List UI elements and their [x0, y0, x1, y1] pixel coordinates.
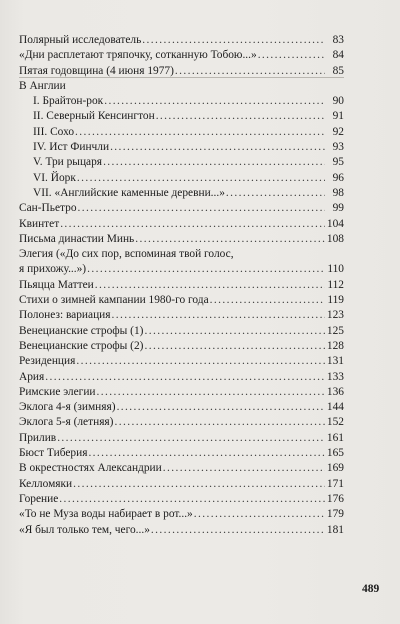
toc-page-number: 169: [326, 462, 344, 475]
leader-dots: [103, 155, 325, 170]
toc-page-number: 93: [332, 141, 344, 154]
leader-dots: [135, 232, 325, 247]
toc-title: Пьяцца Маттеи: [19, 278, 94, 291]
leader-dots: [194, 507, 325, 522]
toc-page-number: 133: [326, 370, 344, 383]
toc-title: II. Северный Кенсингтон: [33, 110, 155, 123]
toc-entry: [19, 217, 344, 232]
toc-page-number: 128: [326, 339, 344, 352]
toc-title: III. Сохо: [33, 125, 75, 138]
toc-page-number: 85: [332, 64, 344, 77]
leader-dots: [226, 186, 325, 201]
toc-entry: [19, 186, 344, 201]
toc-page-number: 108: [326, 232, 344, 245]
toc-title: Прилив: [19, 431, 57, 444]
toc-title: Бюст Тиберия: [19, 447, 88, 460]
toc-title: Полярный исследователь: [19, 34, 142, 46]
leader-dots: [45, 370, 325, 385]
toc-entry: [19, 94, 344, 109]
leader-dots: [88, 446, 325, 461]
leader-dots: [78, 201, 325, 216]
toc-title: Эклога 4-я (зимняя): [19, 401, 116, 414]
leader-dots: [77, 171, 325, 186]
toc-entry: [19, 385, 344, 400]
leader-dots: [59, 492, 325, 507]
leader-dots: [75, 125, 325, 140]
toc-title: В Англии: [19, 79, 66, 92]
leader-dots: [57, 431, 325, 446]
leader-dots: [151, 523, 325, 538]
page-number: 489: [362, 583, 380, 595]
toc-title: I. Брайтон-рок: [33, 95, 104, 108]
leader-dots: [144, 339, 325, 354]
toc-title: Полонез: вариация: [19, 309, 111, 322]
toc-title: VII. «Английские каменные деревни...»: [33, 186, 225, 199]
toc-page-number: 131: [326, 355, 344, 368]
toc-title: Римские элегии: [19, 385, 96, 398]
toc-page-number: 165: [326, 447, 344, 460]
toc-title: Резиденция: [19, 355, 76, 368]
toc-title-continuation: я прихожу...»): [19, 263, 87, 276]
toc-page-number: 161: [326, 431, 344, 444]
toc-entry: [19, 461, 344, 476]
toc-title: «Я был только тем, чего...»: [19, 523, 150, 536]
leader-dots: [112, 308, 325, 323]
entry-rule: [19, 77, 344, 78]
toc-entry: [19, 247, 344, 278]
toc-entry: [19, 278, 344, 293]
toc-page-number: 125: [326, 324, 344, 337]
toc-entry: [19, 507, 344, 522]
toc-entry: [19, 308, 344, 323]
toc-entry: [19, 354, 344, 369]
toc-page-number: 84: [332, 49, 344, 62]
toc-title: Ария: [19, 370, 45, 383]
toc-page-number: 98: [332, 186, 344, 199]
toc-page-number: 119: [327, 294, 344, 307]
toc-title: Венецианские строфы (2): [19, 339, 144, 352]
toc-page-number: 90: [332, 95, 344, 108]
leader-dots: [76, 354, 325, 369]
leader-dots: [60, 217, 325, 232]
toc-entry: [19, 140, 344, 155]
toc-title: Пятая годовщина (4 июня 1977): [19, 64, 174, 77]
toc-page-number: 99: [332, 202, 344, 215]
toc-title: IV. Ист Финчли: [33, 141, 110, 154]
toc-entry: [19, 492, 344, 507]
toc-entry: [19, 400, 344, 415]
toc-title: Венецианские строфы (1): [19, 324, 144, 337]
leader-dots: [110, 140, 325, 155]
toc-page-number: 123: [326, 309, 344, 322]
toc-page-number: 92: [332, 125, 344, 138]
leader-dots: [114, 415, 325, 430]
toc-page-number: 96: [332, 171, 344, 184]
toc-entry: [19, 201, 344, 216]
leader-dots: [144, 324, 325, 339]
toc-title: Квинтет: [19, 217, 60, 230]
toc-page-number: 95: [332, 156, 344, 169]
toc-title: Келломяки: [19, 477, 73, 490]
table-of-contents: [19, 33, 344, 538]
toc-section-heading: [19, 79, 344, 94]
toc-entry: [19, 339, 344, 354]
leader-dots: [156, 109, 325, 124]
leader-dots: [210, 293, 325, 308]
toc-entry: [19, 232, 344, 247]
toc-entry: [19, 125, 344, 140]
toc-title: Письма династии Минь: [19, 232, 135, 245]
toc-page-number: 181: [326, 523, 344, 536]
toc-page-number: 176: [326, 492, 344, 505]
toc-page-number: 179: [326, 508, 344, 521]
toc-entry: [19, 155, 344, 170]
toc-page-number: 136: [326, 385, 344, 398]
toc-entry: [19, 431, 344, 446]
toc-title: Сан-Пьетро: [19, 202, 77, 215]
toc-entry: [19, 48, 344, 63]
leader-dots: [142, 33, 325, 48]
toc-page-number: 112: [327, 278, 344, 291]
toc-title: Эклога 5-я (летняя): [19, 416, 114, 429]
toc-title: «То не Муза воды набирает в рот...»: [19, 508, 193, 521]
toc-entry: [19, 64, 344, 79]
leader-dots: [95, 278, 325, 293]
toc-title: V. Три рыцаря: [33, 156, 103, 169]
toc-title: В окрестностях Александрии: [19, 462, 162, 475]
toc-entry: [19, 109, 344, 124]
toc-entry: [19, 324, 344, 339]
toc-page-number: 104: [326, 217, 344, 230]
toc-entry: [19, 415, 344, 430]
toc-page-number: 171: [326, 477, 344, 490]
leader-dots: [163, 461, 325, 476]
toc-entry: [19, 477, 344, 492]
toc-page-number: 110: [327, 263, 344, 276]
leader-dots: [73, 477, 325, 492]
leader-dots: [104, 94, 325, 109]
toc-title-continuation-line: [19, 262, 344, 277]
toc-page-number: 91: [332, 110, 344, 123]
toc-title: Горение: [19, 492, 59, 505]
toc-entry: [19, 446, 344, 461]
toc-title: Элегия («До сих пор, вспоминая твой голос,: [19, 248, 234, 261]
toc-entry: [19, 33, 344, 48]
toc-page-number: 83: [332, 34, 344, 46]
toc-entry: [19, 171, 344, 186]
leader-dots: [117, 400, 325, 415]
toc-page-number: 144: [326, 401, 344, 414]
toc-page-number: 152: [326, 416, 344, 429]
toc-title: «Дни расплетают тряпочку, сотканную Тобою...»: [19, 49, 257, 62]
toc-entry: [19, 293, 344, 308]
toc-title: VI. Йорк: [33, 171, 76, 184]
toc-entry: [19, 370, 344, 385]
toc-entry: [19, 523, 344, 538]
leader-dots: [97, 385, 325, 400]
leader-dots: [258, 48, 325, 63]
leader-dots: [87, 262, 325, 277]
toc-title: Стихи о зимней кампании 1980-го года: [19, 294, 209, 307]
